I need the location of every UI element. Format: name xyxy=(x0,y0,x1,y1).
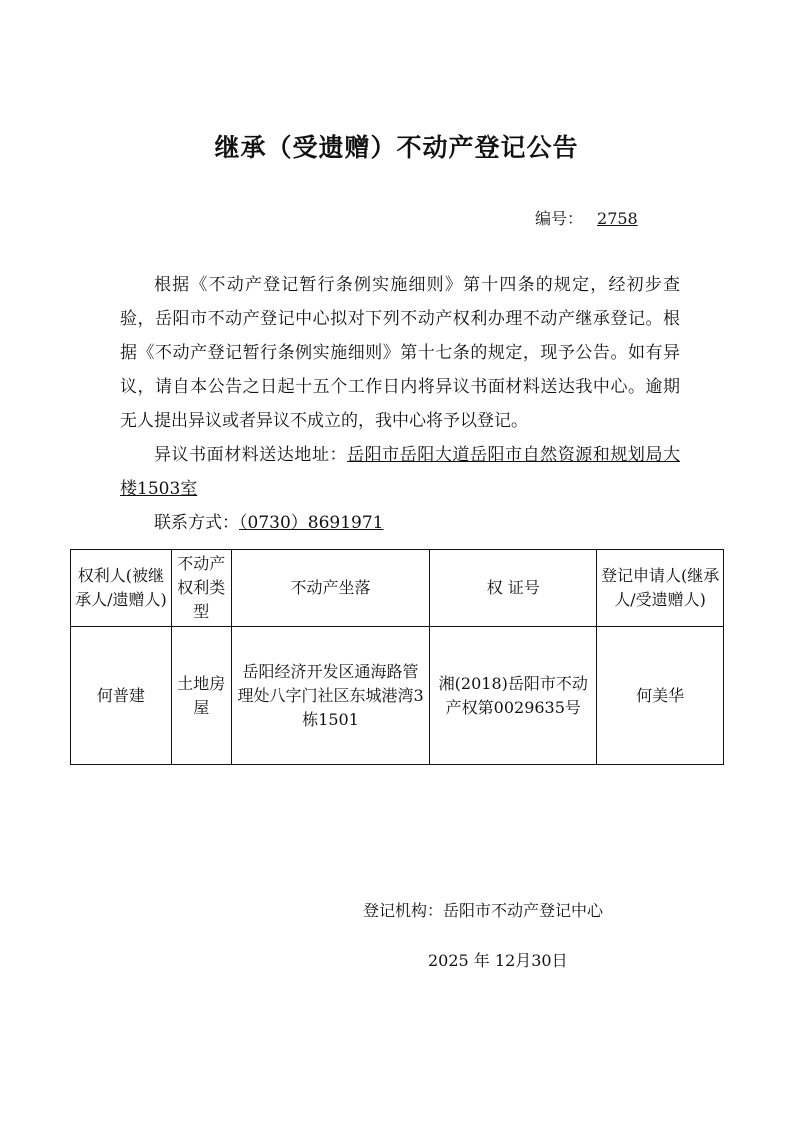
contact-label: 联系方式： xyxy=(154,513,239,533)
cell-location: 岳阳经济开发区通海路管理处八字门社区东城港湾3栋1501 xyxy=(231,627,430,765)
notice-number-value: 2758 xyxy=(597,209,638,228)
cell-holder: 何普建 xyxy=(71,627,172,765)
header-certificate: 权 证号 xyxy=(430,550,597,627)
objection-address-value: 岳阳市岳阳大道岳阳市自然资源和规划局大楼1503室 xyxy=(120,445,681,499)
registration-agency: 登记机构：岳阳市不动产登记中心 xyxy=(363,901,604,920)
notice-number-label: 编号： xyxy=(535,209,584,228)
notice-paragraph: 根据《不动产登记暂行条例实施细则》第十四条的规定，经初步查验，岳阳市不动产登记中心拟对下列不动产权利办理不动产继承登记。根据《不动产登记暂行条例实施细则》第十七条的规定，现予公告。如有异议，请自本公告之日起十五个工作日内将异议书面材料送达我中心。逾期无人提出异议或者异议不成立的，我中心将予以登记。 xyxy=(120,275,680,431)
cell-right-type: 土地房屋 xyxy=(171,627,231,765)
header-location: 不动产坐落 xyxy=(231,550,430,627)
header-right-type: 不动产权利类型 xyxy=(171,550,231,627)
contact-value: （0730）8691971 xyxy=(239,513,384,533)
objection-address xyxy=(120,438,680,506)
table-header-row xyxy=(71,550,724,627)
cell-certificate: 湘(2018)岳阳市不动产权第0029635号 xyxy=(430,627,597,765)
property-table xyxy=(70,549,724,765)
contact-info xyxy=(120,506,680,540)
header-holder: 权利人(被继承人/遗赠人) xyxy=(71,550,172,627)
objection-address-label: 异议书面材料送达地址： xyxy=(154,445,348,465)
notice-number xyxy=(535,206,638,229)
cell-applicant: 何美华 xyxy=(597,627,724,765)
notice-date: 2025 年 12月30日 xyxy=(428,951,568,970)
table-row xyxy=(71,627,724,765)
page-title: 继承（受遗赠）不动产登记公告 xyxy=(214,133,579,162)
header-applicant: 登记申请人(继承人/受遗赠人) xyxy=(597,550,724,627)
notice-body xyxy=(120,268,680,540)
